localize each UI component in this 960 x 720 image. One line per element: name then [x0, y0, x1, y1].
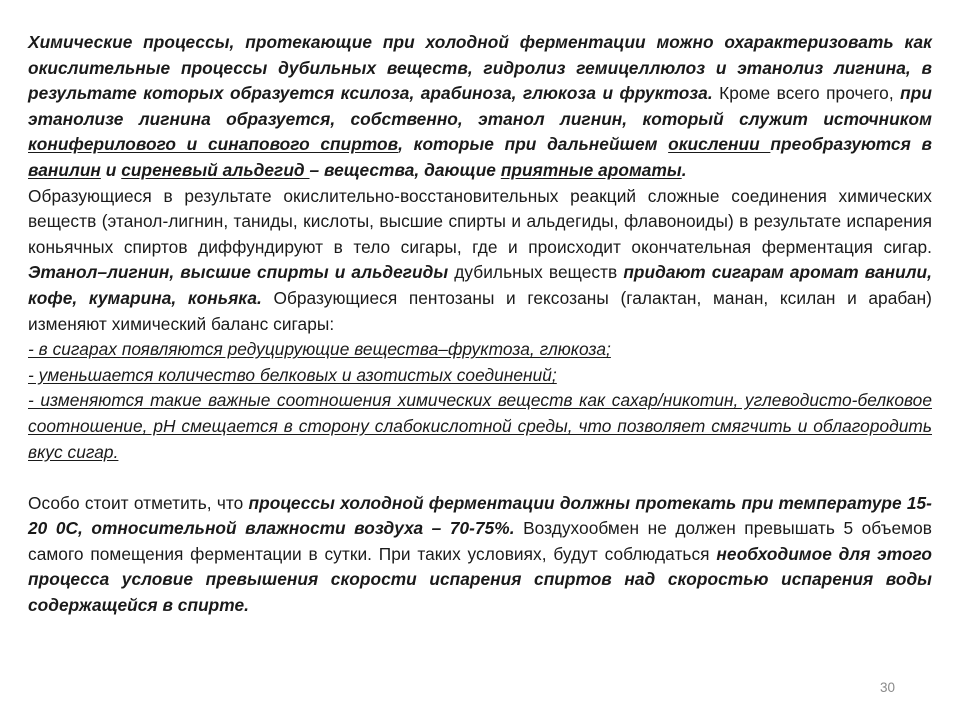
text-run: , которые при дальнейшем	[398, 134, 669, 155]
text-run: .	[681, 159, 687, 180]
list-item-text: - уменьшается количество белковых и азотистых соединений;	[28, 364, 557, 385]
text-run: Этанол–лигнин, высшие спирты и альдегиды	[28, 262, 449, 283]
text-run: процессы холодной ферментации должны протекать при температуре 15-20 0С, относительной влажности воздуха – 70-75%.	[28, 492, 932, 539]
text-run: Кроме всего прочего,	[712, 83, 901, 104]
paragraph-cold-fermentation-processes	[28, 30, 932, 184]
text-run-underlined: ванилин	[28, 159, 101, 180]
text-run: – вещества, дающие	[309, 159, 501, 180]
text-run: Образующиеся пентозаны и гексозаны (галактан, манан, ксилан и арабан) изменяют химический баланс сигары:	[28, 287, 932, 334]
list-item-ratios-change	[28, 388, 932, 465]
text-run-underlined: приятные ароматы	[500, 159, 682, 180]
text-run: Образующиеся в результате окислительно-восстановительных реакций сложные соединения химических веществ (этанол-лигнин, таниды, кислоты, высшие спирты и альдегиды, флавоноиды) в результате испарения коньячных спиртов диффундируют в тело сигары, где и происходит окончательная ферментация сигар.	[28, 185, 932, 257]
text-run: Химические процессы, протекающие при холодной ферментации можно охарактеризовать как окислительные процессы дубильных веществ, гидролиз гемицеллюлоз и этанолиз лигнина, в результате которых образуется ксилоза, арабиноза, глюкоза и фруктоза.	[28, 32, 932, 104]
text-run: Воздухообмен не должен превышать 5 объемов самого помещения ферментации в сутки. При таких условиях, будут соблюдаться	[28, 518, 932, 564]
paragraph-spacer	[28, 465, 932, 491]
list-item-protein-decrease	[28, 363, 932, 389]
text-run-underlined: окислении	[668, 134, 771, 155]
text-run: необходимое для этого процесса условие превышения скорости испарения спиртов над скоростью испарения воды содержащейся в спирте.	[28, 543, 932, 616]
text-run: Особо стоит отметить, что	[28, 492, 249, 513]
paragraph-redox-compounds	[28, 184, 932, 338]
text-run: дубильных веществ	[448, 262, 624, 283]
list-item-text: - в сигарах появляются редуцирующие вещества–фруктоза, глюкоза;	[28, 339, 611, 360]
list-item-text: - изменяются такие важные соотношения химических веществ как сахар/никотин, углеводисто-белковое соотношение, pH смещается в сторону слабокислотной среды, что позволяет смягчить и облагородить вкус сигар.	[28, 390, 932, 462]
page-number: 30	[880, 680, 896, 695]
text-run: при этанолизе лигнина образуется, собственно, этанол лигнин, который служит источником	[28, 83, 932, 129]
text-run-underlined: сиреневый альдегид	[121, 159, 310, 180]
paragraph-fermentation-conditions	[28, 491, 932, 619]
list-item-reducing-substances	[28, 337, 932, 363]
slide-text-body	[28, 30, 932, 619]
text-run: и	[100, 159, 122, 180]
text-run-underlined: кониферилового и синапового спиртов	[28, 134, 399, 155]
text-run: придают сигарам аромат ванили, кофе, кумарина, коньяка.	[28, 262, 933, 308]
text-run: преобразуются в	[770, 134, 932, 155]
